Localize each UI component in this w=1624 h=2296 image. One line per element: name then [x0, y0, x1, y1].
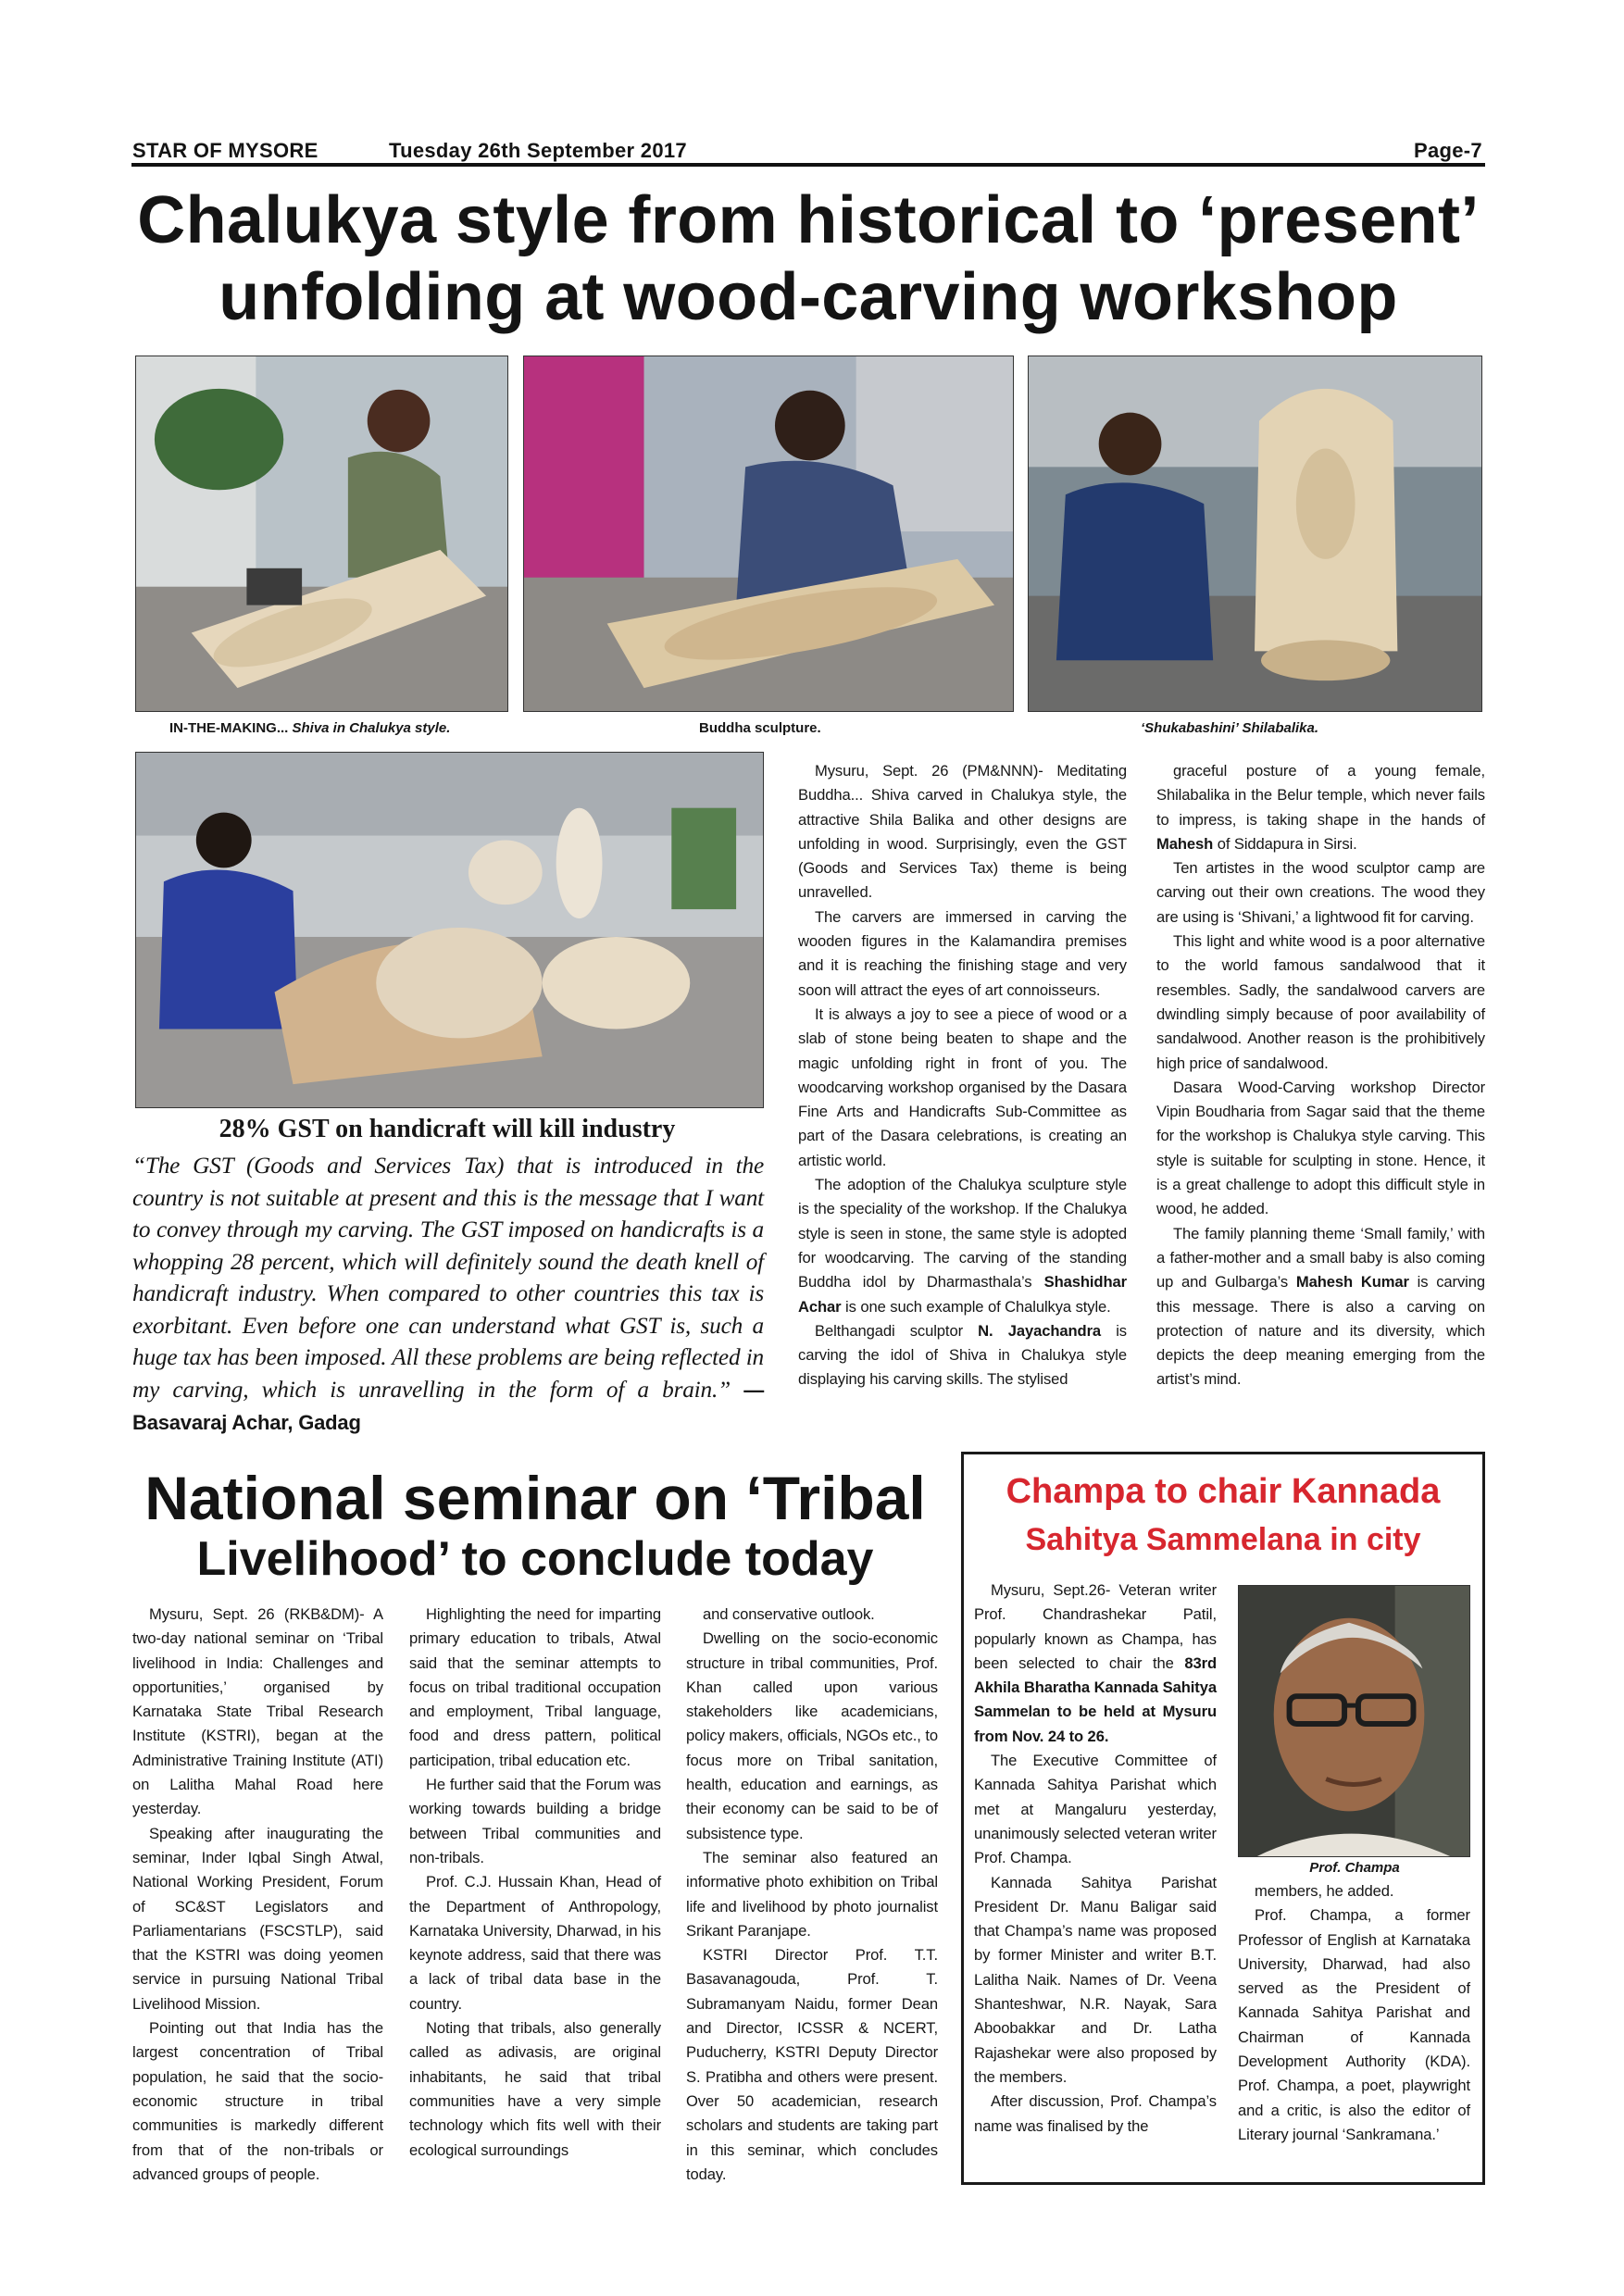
photo-shiva-carving	[135, 356, 508, 712]
paragraph: Mysuru, Sept. 26 (RKB&DM)- A two-day national seminar on ‘Tribal livelihood in India: Challenges and opportunities,’ organised by Karnataka State Tribal Research Institute (KSTRI), began at the Administrative Training Institute (ATI) on Lalitha Mahal Road here yesterday.	[132, 1605, 383, 1818]
masthead-name: STAR OF MYSORE	[132, 139, 319, 162]
caption-photo-1: IN-THE-MAKING... Shiva in Chalukya style.	[169, 720, 451, 736]
photo-buddha-carving	[523, 356, 1014, 712]
main-story-column-2	[1156, 759, 1485, 1392]
seminar-column-3	[686, 1603, 938, 2187]
paragraph: Ten artistes in the wood sculptor camp are carving out their own creations. The wood they are using is ‘Shivani,’ a lightwood fit for carving.	[1156, 859, 1485, 926]
photo-prof-champa	[1238, 1585, 1470, 1857]
caption-photo-2: Buddha sculpture.	[699, 720, 821, 736]
paragraph: The family planning theme ‘Small family,’ with a father-mother and a small baby is also coming up and Gulbarga’s Mahesh Kumar is carving this message. There is also a carving on protection of nature and its diversity, which depicts the deep meaning emerging from the artist’s mind.	[1156, 1224, 1485, 1389]
paragraph: Dwelling on the socio-economic structure in tribal communities, Prof. Khan called upon various stakeholders like academicians, policy makers, officials, NGOs etc., to focus more on Tribal sanitation, health, education and earnings, as their economy can be said to be of subsistence type.	[686, 1629, 938, 1842]
page-number: Page-7	[1414, 139, 1482, 162]
issue-date: Tuesday 26th September 2017	[389, 139, 687, 162]
main-headline-line1: Chalukya style from historical to ‘present’	[137, 183, 1480, 257]
champa-headline-line1: Champa to chair Kannada	[1006, 1472, 1441, 1511]
paragraph: The seminar also featured an informative photo exhibition on Tribal life and livelihood by photo journalist Srikant Paranjape.	[686, 1848, 938, 1940]
seminar-column-2	[409, 1603, 661, 2163]
paragraph: Dasara Wood-Carving workshop Director Vipin Boudharia from Sagar said that the theme for the workshop is Chalukya style carving. This style is suitable for sculpting in stone. Hence, it is a great challenge to adopt this difficult style in wood, he added.	[1156, 1078, 1485, 1218]
champa-headline-line2: Sahitya Sammelana in city	[1025, 1522, 1421, 1557]
caption-photo-3: ‘Shukabashini’ Shilabalika.	[1141, 720, 1319, 736]
seminar-headline-line2: Livelihood’ to conclude today	[196, 1532, 874, 1586]
gst-sidebar-quote: “The GST (Goods and Services Tax) that is introduced in the country is not suitable at present and this is the message that I want to convey through my carving. The GST imposed on handicrafts is a whopping 28 percent, which will definitely sound the death knell of handicraft industry. When compared to other countries this tax is exorbitant. Even before one can understand what GST is, such a huge tax has been imposed. All these problems are being reflected in my carving, which is unravelling in the form of a brain.” —Basavaraj Achar, Gadag	[132, 1153, 764, 1434]
paragraph: Highlighting the need for imparting primary education to tribals, Atwal said that the seminar attempts to focus on tribal traditional occupation and employment, Tribal language, food and dress pattern, political participation, tribal education etc.	[409, 1605, 661, 1769]
paragraph: members, he added.	[1255, 1882, 1394, 1900]
paragraph: The Executive Committee of Kannada Sahitya Parishat which met at Mangaluru yesterday, unanimously selected veteran writer Prof. Champa.	[974, 1752, 1217, 1867]
paragraph: Prof. Champa, a former Professor of English at Karnataka University, Dharwad, had also served as the President of Kannada Sahitya Parishat and Chairman of Kannada Development Authority (KDA). Prof. Champa, a poet, playwright and a critic, is also the editor of Literary journal ‘Sankramana.’	[1238, 1906, 1470, 2143]
paragraph: Kannada Sahitya Parishat President Dr. Manu Baligar said that Champa’s name was proposed by former Minister and writer B.T. Lalitha Naik. Names of Dr. Veena Shanteshwar, N.R. Nayak, Sara Aboobakkar and Dr. Latha Rajashekar were also proposed by the members.	[974, 1873, 1217, 2086]
paragraph: He further said that the Forum was working towards building a bridge between Tribal communities and non-tribals.	[409, 1776, 661, 1866]
paragraph: Prof. C.J. Hussain Khan, Head of the Department of Anthropology, Karnataka University, Dharwad, in his keynote address, said that there was a lack of tribal data base in the country.	[409, 1873, 661, 2013]
main-headline-line2: unfolding at wood-carving workshop	[219, 260, 1398, 334]
gst-sidebar-title: 28% GST on handicraft will kill industry	[219, 1115, 676, 1143]
paragraph: Mysuru, Sept. 26 (PM&NNN)- Meditating Buddha... Shiva carved in Chalukya style, the attractive Shila Balika and other designs are unfolding in wood. Surprisingly, even the GST (Goods and Services Tax) theme is being unravelled.	[798, 762, 1127, 902]
gst-quote-credit: —Basavaraj Achar, Gadag	[132, 1378, 764, 1434]
header-rule	[131, 163, 1485, 167]
paragraph: Belthangadi sculptor N. Jayachandra is carving the idol of Shiva in Chalukya style displaying his carving skills. The stylised	[798, 1321, 1127, 1389]
seminar-headline-line1: National seminar on ‘Tribal	[144, 1464, 926, 1532]
paragraph: It is always a joy to see a piece of wood or a slab of stone being beaten to shape and the magic unfolding right in front of you. The woodcarving workshop organised by the Dasara Fine Arts and Handicrafts Sub-Committee as part of the Dasara celebrations, is creating an artistic world.	[798, 1004, 1127, 1169]
paragraph: This light and white wood is a poor alternative to the world famous sandalwood that it resembles. Sadly, the sandalwood carvers are dwindling simply because of poor availability of sandalwood. Another reason is the prohibitively high price of sandalwood.	[1156, 932, 1485, 1072]
paragraph: Mysuru, Sept.26- Veteran writer Prof. Chandrashekar Patil, popularly known as Champa, has been selected to chair the 83rd Akhila Bharatha Kannada Sahitya Sammelan to be held at Mysuru from Nov. 24 to 26.	[974, 1581, 1217, 1745]
champa-column-2	[1238, 1879, 1470, 2147]
paragraph: The carvers are immersed in carving the wooden figures in the Kalamandira premises and it is reaching the finishing stage and very soon will attract the eyes of art connoisseurs.	[798, 907, 1127, 999]
paragraph: Pointing out that India has the largest concentration of Tribal population, he said that the socio-economic structure in tribal communities is markedly different from that of the non-tribals or advanced groups of people.	[132, 2019, 383, 2183]
main-story-column-1	[798, 759, 1127, 1392]
paragraph: and conservative outlook.	[703, 1605, 875, 1623]
paragraph: graceful posture of a young female, Shilabalika in the Belur temple, which never fails to impress, is taking shape in the hands of Mahesh of Siddapura in Sirsi.	[1156, 762, 1485, 853]
paragraph: Noting that tribals, also generally called as adivasis, are original inhabitants, he said that tribal communities have a very simple technology which fits well with their ecological surroundings	[409, 2019, 661, 2159]
paragraph: After discussion, Prof. Champa’s name was finalised by the	[974, 2092, 1217, 2135]
photo-shilabalika-carving	[1028, 356, 1482, 712]
paragraph: Speaking after inaugurating the seminar, Inder Iqbal Singh Atwal, National Working President, Forum of SC&ST Legislators and Parliamentarians (FSCSTLP), said that the KSTRI was doing yeomen service in pursuing National Tribal Livelihood Mission.	[132, 1824, 383, 2013]
champa-photo-caption: Prof. Champa	[1309, 1860, 1400, 1876]
seminar-column-1	[132, 1603, 383, 2187]
champa-column-1	[974, 1578, 1217, 2139]
photo-brain-carving	[135, 752, 764, 1108]
paragraph: The adoption of the Chalukya sculpture style is the speciality of the workshop. If the Chalukya style is seen in stone, the same style is adopted for woodcarving. The carving of the standing Buddha idol by Dharmasthala’s Shashidhar Achar is one such example of Chalulkya style.	[798, 1176, 1127, 1316]
paragraph: KSTRI Director Prof. T.T. Basavanagouda, Prof. T. Subramanyam Naidu, former Dean and Director, ICSSR & NCERT, Puducherry, KSTRI Deputy Director S. Pratibha and others were present. Over 50 academician, research scholars and students are taking part in this seminar, which concludes today.	[686, 1946, 938, 2183]
